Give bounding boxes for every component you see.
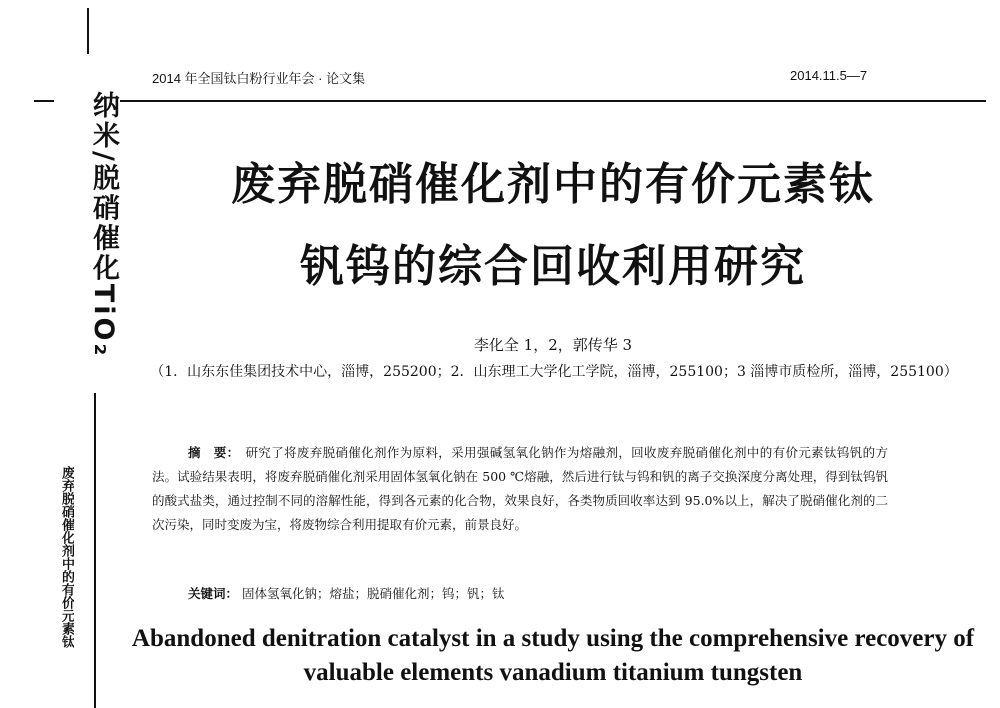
margin-rule-side bbox=[94, 393, 96, 708]
running-header-date: 2014.11.5—7 bbox=[790, 68, 868, 83]
english-title: Abandoned denitration catalyst in a study using the comprehensive recovery of valuable elements vanadium titanium tungsten bbox=[131, 625, 975, 686]
keywords-text: 固体氢氧化钠；熔盐；脱硝催化剂；钨；钒；钛 bbox=[242, 586, 505, 601]
keywords bbox=[188, 584, 505, 602]
side-series-title: 纳米/脱硝催化TiO₂ bbox=[88, 91, 119, 359]
margin-rule-left-tick bbox=[34, 100, 54, 102]
paper-title-line-2: 钒钨的综合回收利用研究 bbox=[300, 241, 806, 292]
header-rule bbox=[120, 100, 986, 102]
abstract-text: 研究了将废弃脱硝催化剂作为原料，采用强碱氢氧化钠作为熔融剂，回收废弃脱硝催化剂中的有价元素钛钨钒的方法。试验结果表明，将废弃脱硝催化剂采用固体氢氧化钠在 500 ℃熔融，然后进行钛与钨和钒的离子交换深度分离处理，得到钛钨钒的酸式盐类，通过控制不同的溶解性能，得到各元素的化合物，效果良好，各类物质回收率达到 95.0%以上，解决了脱硝催化剂的二次污染，同时变废为宝，将废物综合利用提取有价元素，前景良好。 bbox=[152, 445, 888, 532]
author-list: 李化全 1，2，郭传华 3 bbox=[473, 336, 633, 354]
keywords-label: 关键词： bbox=[188, 586, 239, 601]
abstract-label: 摘 要： bbox=[188, 445, 240, 460]
running-header-conference: 2014 年全国钛白粉行业年会 · 论文集 bbox=[152, 71, 366, 86]
side-short-title: 废弃脱硝催化剂中的有价元素钛 bbox=[59, 466, 74, 648]
affiliations: （1．山东东佳集团技术中心，淄博，255200；2．山东理工大学化工学院，淄博，255100；3 淄博市质检所，淄博，255100） bbox=[150, 364, 958, 380]
paper-title-line-1: 废弃脱硝催化剂中的有价元素钛 bbox=[231, 159, 875, 210]
abstract bbox=[152, 441, 888, 537]
margin-rule-top bbox=[87, 8, 89, 54]
